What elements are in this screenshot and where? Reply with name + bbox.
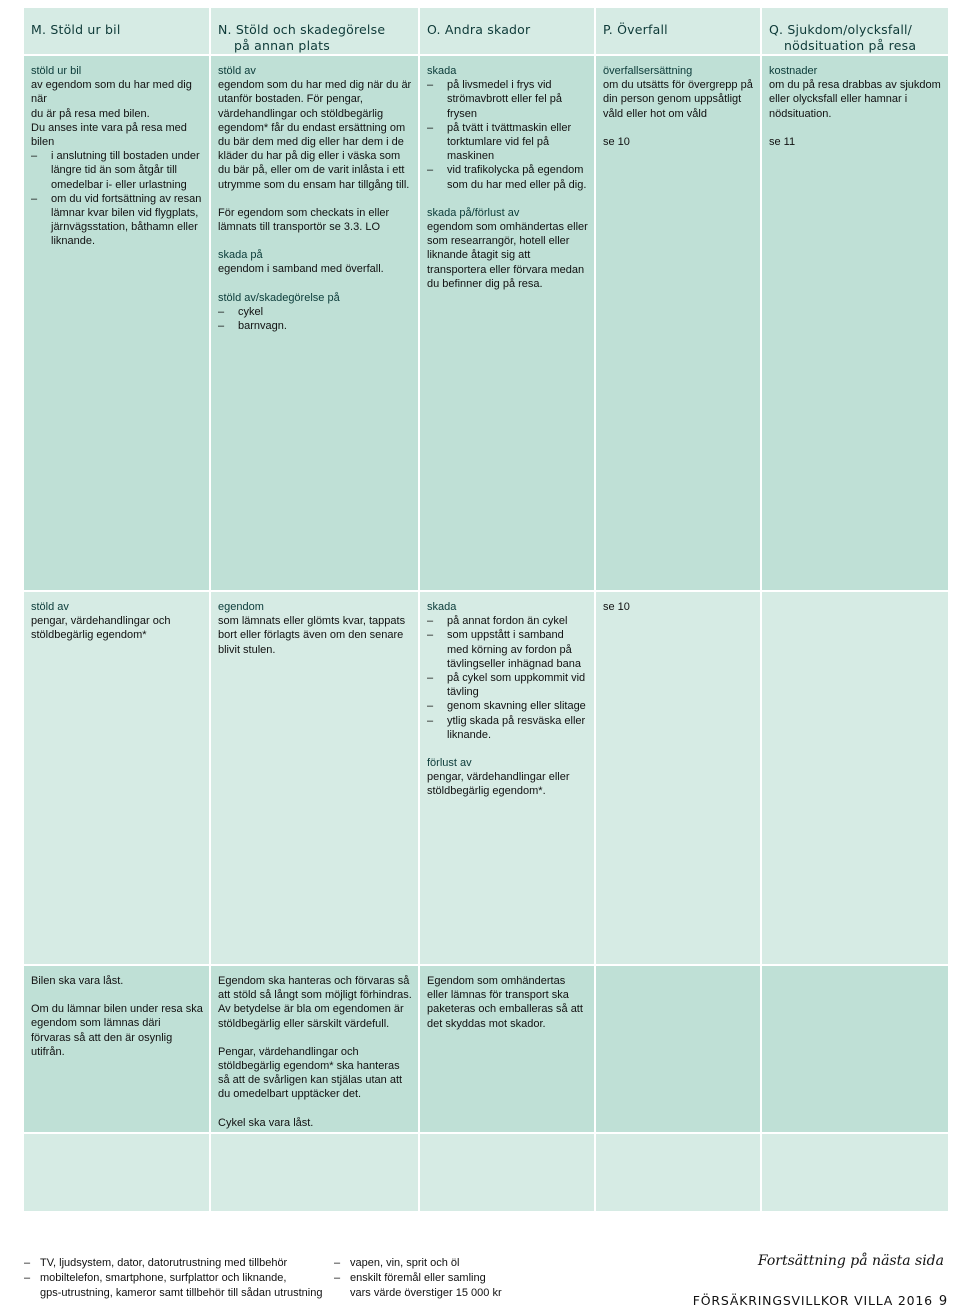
list-item: – på tvätt i tvättmaskin eller torktumlare vid fel på maskinen [427,121,588,164]
row4-q [762,1134,948,1213]
list-item: – genom skavning eller slitage [427,699,588,713]
row4-n [211,1134,420,1213]
list-item: – på annat fordon än cykel [427,614,588,628]
list-item: – om du vid fortsättning av resan lämnar kvar bilen vid flygplats, järnvägsstation, båthamn eller liknande. [31,192,203,249]
list-item: – cykel [218,305,412,319]
section-heading: egendom [218,601,264,613]
header-p: P. Överfall [596,8,762,56]
document-title: FÖRSÄKRINGSVILLKOR VILLA 2016 [692,1293,933,1308]
row2-o: skada – på annat fordon än cykel – som uppstått i samband med körning av fordon på tävlingseller inhägnad bana – på cykel som uppkommit vid tävling – genom skavning eller slitage – ytlig skada på resväska eller liknande. förlust av pengar, värdehandlingar eller stöldbegärlig egendom*. [420,592,596,966]
footnote-electronics: – TV, ljudsystem, dator, datorutrustning med tillbehör – mobiltelefon, smartphone, surfplattor och liknande, gps-utrustning, kameror samt tillbehör till sådan utrustning [24,1256,324,1301]
row3-m: Bilen ska vara låst. Om du lämnar bilen under resa ska egendom som lämnas däri förvaras så att den är osynlig utifrån. [24,966,211,1134]
row1-o: skada – på livsmedel i frys vid strömavbrott eller fel på frysen – på tvätt i tvättmaskin eller torktumlare vid fel på maskinen – vid trafikolycka på egendom som du har med eller på dig. skada på/förlust av egendom som omhändertas eller som researrangör, hotell eller liknande åtagit sig att transportera eller förvara medan du befinner dig på resa. [420,56,596,592]
row2-n: egendom som lämnats eller glömts kvar, tappats bort eller förlagts även om den senare blivit stulen. [211,592,420,966]
reference: se 10 [603,601,630,613]
header-n: N. Stöld och skadegörelse på annan plats [211,8,420,56]
section-heading: stöld av [31,601,69,613]
list-item: – enskilt föremål eller samling [334,1271,554,1286]
row3-p [596,966,762,1134]
list-item: – på livsmedel i frys vid strömavbrott eller fel på frysen [427,78,588,121]
list-item: – TV, ljudsystem, dator, datorutrustning med tillbehör [24,1256,324,1271]
section-heading: skada på [218,249,263,262]
row2-m: stöld av pengar, värdehandlingar och stöldbegärlig egendom* [24,592,211,966]
list-item: – barnvagn. [218,319,412,333]
row2-q [762,592,948,966]
footnote-valuables: – vapen, vin, sprit och öl – enskilt föremål eller samling vars värde överstiger 15 000 kr [334,1256,554,1301]
section-heading: stöld av/skadegörelse på [218,291,340,304]
list-item: – på cykel som uppkommit vid tävling [427,671,588,699]
section-heading: kostnader [769,65,818,77]
row1-q: kostnader om du på resa drabbas av sjukdom eller olycksfall eller hamnar i nödsituation. se 11 [762,56,948,592]
reference: se 11 [769,135,796,148]
reference: se 10 [603,135,630,148]
row1-p: överfallsersättning om du utsätts för övergrepp på din person genom uppsåtligt våld eller hot om våld se 10 [596,56,762,592]
row1-m: stöld ur bil av egendom som du har med dig när du är på resa med bilen. Du anses inte vara på resa med bilen – i anslutning till bostaden under längre tid än som åtgår till omedelbar i- eller urlastning – om du vid fortsättning av resan lämnar kvar bilen vid flygplats, järnvägsstation, båthamn eller liknande. [24,56,211,592]
row3-o: Egendom som omhändertas eller lämnas för transport ska paketeras och emballeras så att det skyddas mot skador. [420,966,596,1134]
list-item: – som uppstått i samband med körning av fordon på tävlingseller inhägnad bana [427,628,588,671]
page-footer [693,1293,948,1309]
row4-p [596,1134,762,1213]
section-heading: stöld ur bil [31,65,82,77]
section-heading: överfallsersättning [603,65,693,77]
row3-q [762,966,948,1134]
section-heading: stöld av [218,65,256,77]
header-o: O. Andra skador [420,8,596,56]
row3-n: Egendom ska hanteras och förvaras så att stöld så långt som möjligt förhindras. Av betydelse är bla om egendomen är stöldbegärlig eller särskilt värdefull. Pengar, värdehandlingar och stöldbegärlig egendom* ska hanteras så att de svårligen kan stjälas utan att du omedelbart upptäcker det. Cykel ska vara låst. [211,966,420,1134]
header-q: Q. Sjukdom/olycksfall/ nödsituation på resa [762,8,948,56]
continued-note: Fortsättning på nästa sida [757,1253,944,1269]
row1-n: stöld av egendom som du har med dig när du är utanför bostaden. För pengar, värdehandlingar och stöldbegärlig egendom* får du endast ersättning om du bär dem med dig eller har dem i de kläder du har på dig eller i väska som du bär på, eller om de varit inlåsta i ett utrymme som du ensam har tillgång till. För egendom som checkats in eller lämnats till transportör se 3.3. LO skada på egendom i samband med överfall. stöld av/skadegörelse på – cykel – barnvagn. [211,56,420,592]
list-item: – mobiltelefon, smartphone, surfplattor och liknande, [24,1271,324,1286]
page-number: 9 [938,1294,948,1309]
list-item: – i anslutning till bostaden under längre tid än som åtgår till omedelbar i- eller urlastning [31,149,203,192]
conditions-table [24,8,948,1213]
header-m: M. Stöld ur bil [24,8,211,56]
section-heading: skada [427,65,457,77]
row4-o [420,1134,596,1213]
section-heading: skada [427,601,457,613]
section-heading: förlust av [427,757,472,770]
list-item: – ytlig skada på resväska eller liknande. [427,714,588,742]
section-heading: skada på/förlust av [427,206,520,219]
row4-m [24,1134,211,1213]
list-item: – vapen, vin, sprit och öl [334,1256,554,1271]
list-item: – vid trafikolycka på egendom som du har med eller på dig. [427,163,588,191]
row2-p [596,592,762,966]
